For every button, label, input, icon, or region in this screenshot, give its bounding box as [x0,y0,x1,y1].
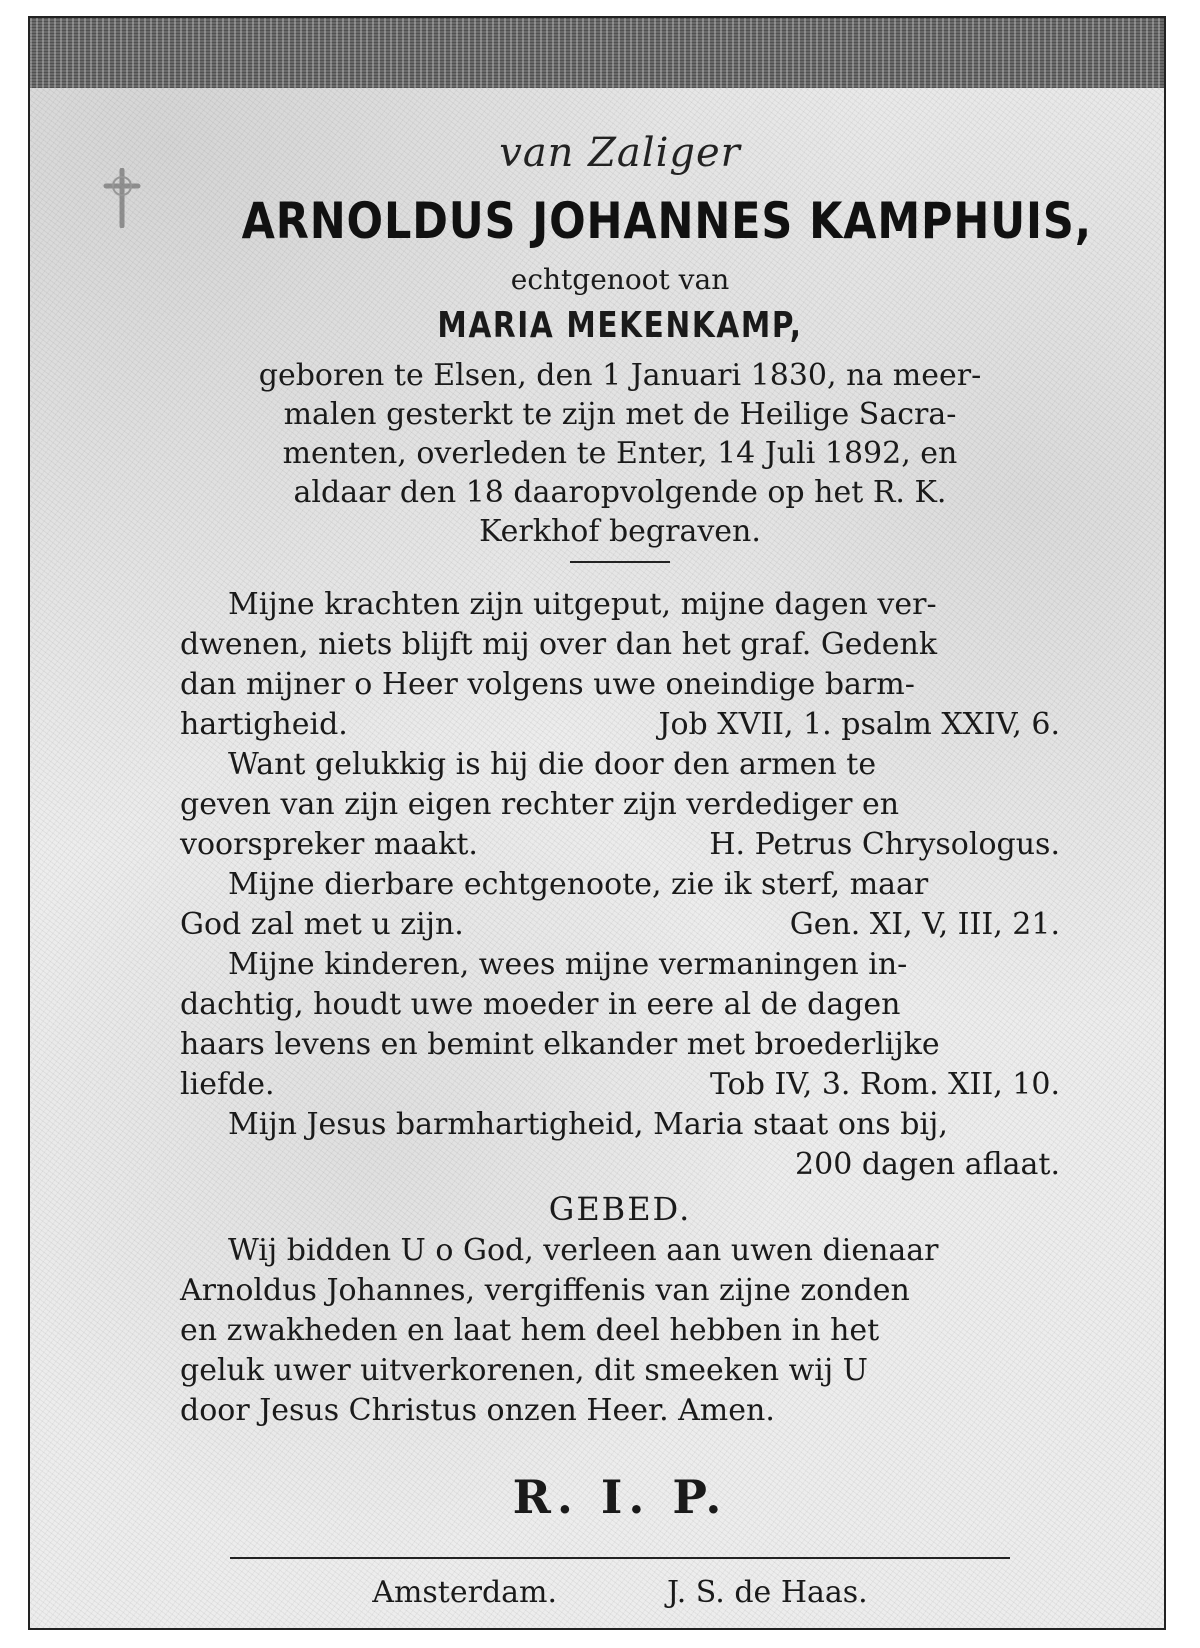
verse-text: dachtig, houdt uwe moeder in eere al de dagen [180,987,901,1022]
prayer-line: Arnoldus Johannes, vergiffenis van zijne zonden [180,1273,910,1308]
verse-line [180,1145,1060,1185]
prayer-heading: GEBED. [548,1190,692,1228]
verse-text: Mijn Jesus barmhartigheid, Maria staat ons bij, [228,1107,948,1142]
verse-text: haars levens en bemint elkander met broederlijke [180,1027,940,1062]
verse-citation: Gen. XI, V, III, 21. [789,907,1060,942]
verse-text: Want gelukkig is hij die door den armen te [228,747,877,782]
verse-text: hartigheid. [180,707,348,742]
spouse-name: MARIA MEKENKAMP, [437,305,803,346]
verse-line [180,985,1060,1025]
verse-line [180,945,1060,985]
verse-text: voorspreker maakt. [180,827,478,862]
bio-line: malen gesterkt te zijn met de Heilige Sacra- [283,397,957,432]
verse-line [180,1065,1060,1105]
verse-text: dwenen, niets blijft mij over dan het graf. Gedenk [180,627,938,662]
card-text-block [180,128,1092,1615]
bio-line: menten, overleden te Enter, 14 Juli 1892, en [282,436,958,471]
verse-text: dan mijner o Heer volgens uwe oneindige barm- [180,667,915,702]
rip-text: R. I. P. [512,1470,728,1524]
faded-cross-ornament [100,168,144,228]
biography [180,356,1060,551]
short-divider [570,561,670,563]
deceased-name: ARNOLDUS JOHANNES KAMPHUIS, [241,192,1092,250]
verse-line [180,785,1060,825]
bio-line: Kerkhof begraven. [479,514,761,549]
prayer-line: Wij bidden U o God, verleen aan uwen dienaar [228,1233,939,1268]
verse-text: liefde. [180,1067,275,1102]
scripture-verses [180,585,1060,1185]
verse-line [180,905,1060,945]
verse-citation: H. Petrus Chrysologus. [709,827,1060,862]
printer-city: Amsterdam. [372,1575,558,1610]
verse-line [180,825,1060,865]
verse-line [180,1025,1060,1065]
verse-line [180,1105,1060,1145]
printer-name: J. S. de Haas. [667,1575,868,1610]
dark-scan-border [30,18,1164,88]
verse-line [180,585,1060,625]
verse-text: Mijne kinderen, wees mijne vermaningen in- [228,947,908,982]
verse-line [180,625,1060,665]
verse-text: God zal met u zijn. [180,907,464,942]
scanned-memorial-card [28,16,1166,1630]
verse-citation: Job XVII, 1. psalm XXIV, 6. [658,707,1060,742]
prayer-line: en zwakheden en laat hem deel hebben in het [180,1313,880,1348]
verse-line [180,745,1060,785]
verse-citation: 200 dagen aflaat. [795,1147,1060,1182]
prayer-line: door Jesus Christus onzen Heer. Amen. [180,1393,775,1428]
verse-text: Mijne krachten zijn uitgeput, mijne dagen ver- [228,587,937,622]
verse-citation: Tob IV, 3. Rom. XII, 10. [710,1067,1060,1102]
verse-line [180,865,1060,905]
printer-imprint [180,1571,1060,1615]
spouse-intro: echtgenoot van [510,263,730,296]
verse-text: geven van zijn eigen rechter zijn verdediger en [180,787,900,822]
long-divider [230,1557,1010,1559]
verse-line [180,705,1060,745]
prayer-line: geluk uwer uitverkorenen, dit smeeken wij U [180,1353,868,1388]
bio-line: geboren te Elsen, den 1 Januari 1830, na meer- [258,358,982,393]
verse-text: Mijne dierbare echtgenoote, zie ik sterf, maar [228,867,929,902]
script-heading: van Zaliger [499,130,741,176]
prayer-text [180,1231,1060,1431]
verse-line [180,665,1060,705]
bio-line: aldaar den 18 daaropvolgende op het R. K. [293,475,947,510]
